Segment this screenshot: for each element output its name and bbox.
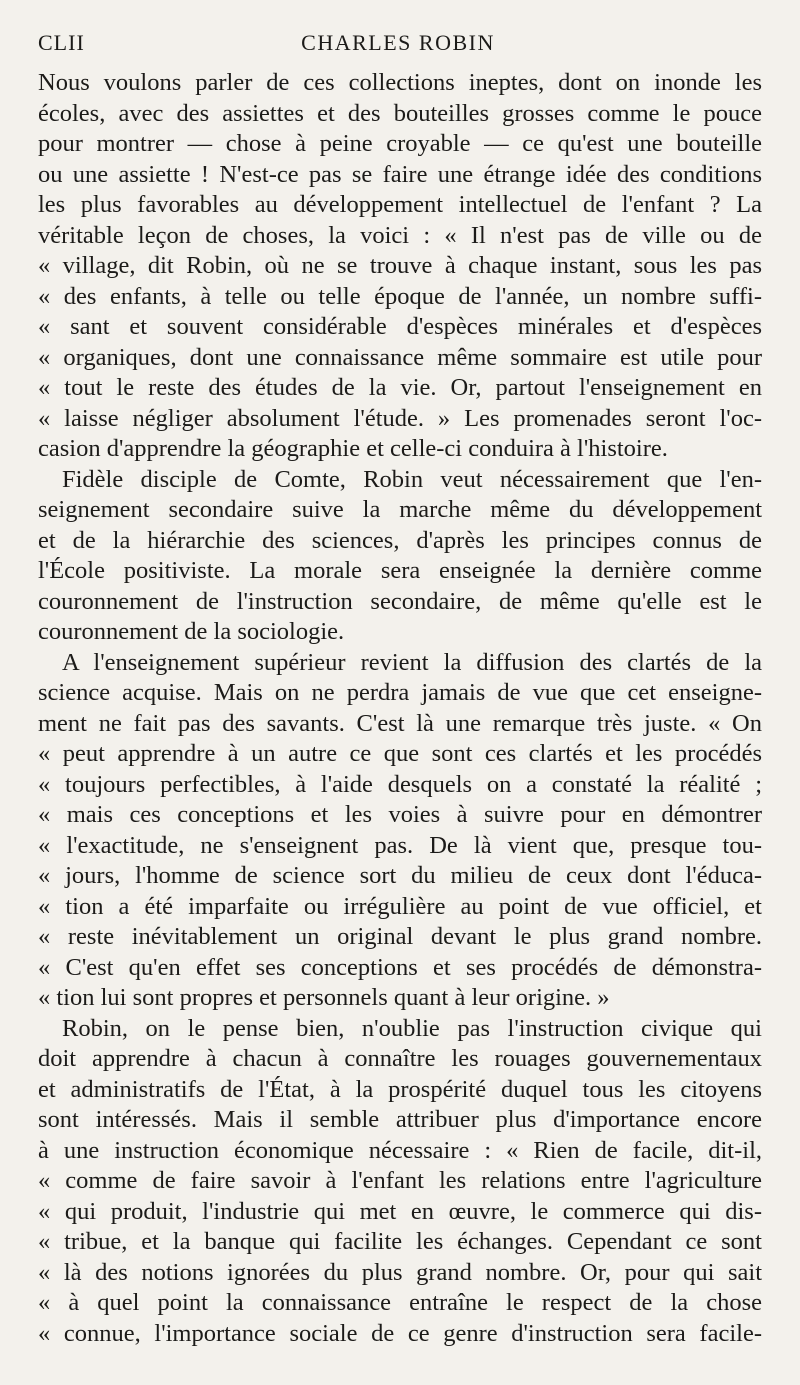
text-line: « tout le reste des études de la vie. Or, partout l'enseignement en [38,374,762,401]
text-line: Fidèle disciple de Comte, Robin veut nécessairement que l'en- [62,465,762,493]
text-line: « C'est qu'en effet ses conceptions et ses procédés de démonstra- [38,953,762,981]
text-line: « comme de faire savoir à l'enfant les relations entre l'agriculture [38,1167,762,1194]
text-line: « là des notions ignorées du plus grand nombre. Or, pour qui sait [38,1258,762,1286]
text-line: sont intéressés. Mais il semble attribuer plus d'importance encore [38,1106,762,1133]
page-header [38,30,758,62]
text-line: « organiques, dont une connaissance même sommaire est utile pour [38,343,762,371]
text-line: casion d'apprendre la géographie et celle-ci conduira à l'histoire. [38,435,668,462]
text-line: l'École positiviste. La morale sera enseignée la dernière comme [38,557,762,584]
text-line: ou une assiette ! N'est-ce pas se faire une étrange idée des conditions [38,160,762,188]
text-line: à une instruction économique nécessaire : « Rien de facile, dit-il, [38,1136,762,1164]
text-line: Nous voulons parler de ces collections ineptes, dont on inonde les [38,69,762,96]
text-line: pour montrer — chose à peine croyable — ce qu'est une bouteille [38,130,762,157]
text-line: « village, dit Robin, où ne se trouve à chaque instant, sous les pas [38,252,762,279]
text-line: véritable leçon de choses, la voici : « Il n'est pas de ville ou de [38,221,762,249]
text-line: « sant et souvent considérable d'espèces minérales et d'espèces [38,313,762,340]
text-line: doit apprendre à chacun à connaître les rouages gouvernementaux [38,1045,762,1072]
text-line: écoles, avec des assiettes et des bouteilles grosses comme le pouce [38,99,762,127]
text-line: seignement secondaire suive la marche même du développement [38,496,762,523]
text-line: les plus favorables au développement intellectuel de l'enfant ? La [38,191,762,218]
text-line: et administratifs de l'État, à la prospérité duquel tous les citoyens [38,1075,762,1103]
page-number: CLII [38,30,85,55]
text-line: Robin, on le pense bien, n'oublie pas l'instruction civique qui [62,1014,762,1042]
text-line: « mais ces conceptions et les voies à suivre pour en démontrer [38,801,762,828]
text-line: « des enfants, à telle ou telle époque de l'année, un nombre suffi- [38,282,762,310]
text-line: « toujours perfectibles, à l'aide desquels on a constaté la réalité ; [38,770,762,798]
text-line: couronnement de l'instruction secondaire, de même qu'elle est le [38,587,762,615]
text-line: « à quel point la connaissance entraîne le respect de la chose [38,1289,762,1316]
running-title: CHARLES ROBIN [301,30,495,55]
text-line: et de la hiérarchie des sciences, d'après les principes connus de [38,526,762,554]
text-line: « l'exactitude, ne s'enseignent pas. De là vient que, presque tou- [38,831,762,859]
text-line: « tribue, et la banque qui facilite les échanges. Cependant ce sont [38,1228,762,1255]
text-line: « laisse négliger absolument l'étude. » Les promenades seront l'oc- [38,404,762,432]
body-text [38,68,762,1349]
text-line: « peut apprendre à un autre ce que sont ces clartés et les procédés [38,740,762,767]
text-line: « qui produit, l'industrie qui met en œuvre, le commerce qui dis- [38,1197,762,1225]
text-line: « jours, l'homme de science sort du milieu de ceux dont l'éduca- [38,862,762,889]
text-line: « reste inévitablement un original devant le plus grand nombre. [38,923,762,950]
text-line: « connue, l'importance sociale de ce genre d'instruction sera facile- [38,1319,762,1347]
text-line: « tion lui sont propres et personnels quant à leur origine. » [38,984,610,1011]
text-line: « tion a été imparfaite ou irrégulière au point de vue officiel, et [38,892,762,920]
text-line: couronnement de la sociologie. [38,618,345,645]
text-line: ment ne fait pas des savants. C'est là une remarque très juste. « On [38,709,762,737]
text-line: science acquise. Mais on ne perdra jamais de vue que cet enseigne- [38,679,762,706]
text-line: A l'enseignement supérieur revient la diffusion des clartés de la [62,648,762,676]
